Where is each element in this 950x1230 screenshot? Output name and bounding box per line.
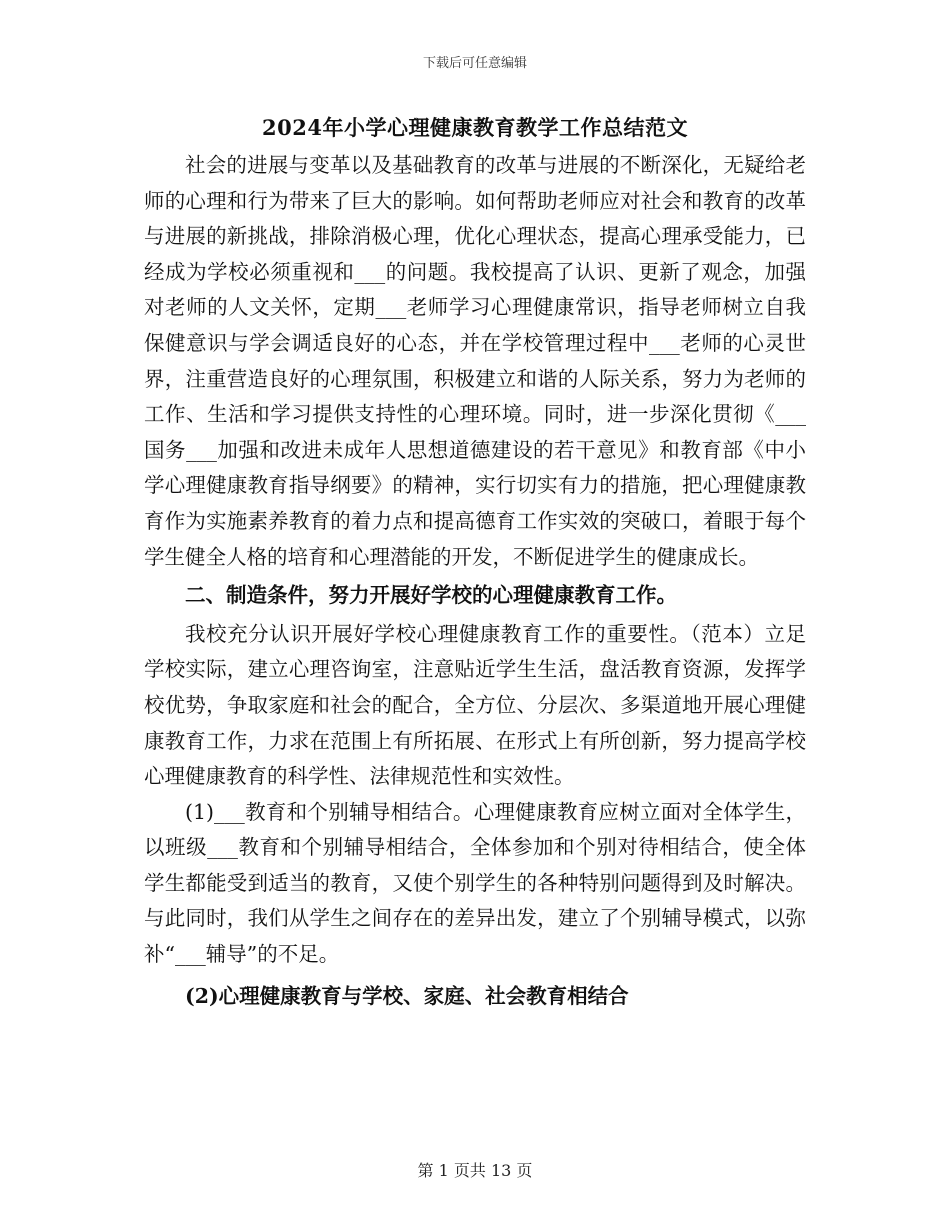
document-title: 2024年小学心理健康教育教学工作总结范文 (262, 115, 688, 140)
item-1-paragraph: (1)___教育和个别辅导相结合。心理健康教育应树立面对全体学生，以班级___教育和个别辅导相结合，全体参加和个别对待相结合，使全体学生都能受到适当的教育，又使个别学生的各种特别问题得到及时解决。与此同时，我们从学生之间存在的差异出发，建立了个别辅导模式，以弥补“___辅导”的不足。 (144, 799, 806, 967)
header-note: 下载后可任意编辑 (422, 56, 527, 71)
item-2-heading: (2)心理健康教育与学校、家庭、社会教育相结合 (185, 983, 629, 1008)
document-body (144, 148, 806, 1014)
section-2-heading: 二、制造条件，努力开展好学校的心理健康教育工作。 (185, 583, 677, 608)
page-footer: 第 1 页共 13 页 (417, 1161, 533, 1180)
intro-paragraph: 社会的进展与变革以及基础教育的改革与进展的不断深化，无疑给老师的心理和行为带来了巨大的影响。如何帮助老师应对社会和教育的改革与进展的新挑战，排除消极心理，优化心理状态，提高心理承受能力，已经成为学校必须重视和___的问题。我校提高了认识、更新了观念，加强对老师的人文关怀，定期___老师学习心理健康常识，指导老师树立自我保健意识与学会调适良好的心态，并在学校管理过程中___老师的心灵世界，注重营造良好的心理氛围，积极建立和谐的人际关系，努力为老师的工作、生活和学习提供支持性的心理环境。同时，进一步深化贯彻《___国务___加强和改进未成年人思想道德建设的若干意见》和教育部《中小学心理健康教育指导纲要》的精神，实行切实有力的措施，把心理健康教育作为实施素养教育的着力点和提高德育工作实效的突破口，着眼于每个学生健全人格的培育和心理潜能的开发，不断促进学生的健康成长。 (144, 153, 806, 569)
section-2-paragraph: 我校充分认识开展好学校心理健康教育工作的重要性。（范本）立足学校实际，建立心理咨询室，注意贴近学生生活，盘活教育资源，发挥学校优势，争取家庭和社会的配合，全方位、分层次、多渠道地开展心理健康教育工作，力求在范围上有所拓展、在形式上有所创新，努力提高学校心理健康教育的科学性、法律规范性和实效性。 (144, 621, 806, 789)
